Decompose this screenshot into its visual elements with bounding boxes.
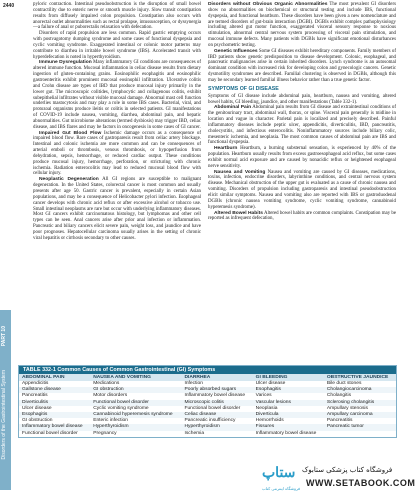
- table-cell: Cholangiocarcinoma: [324, 387, 396, 393]
- table-cell: Appendicitis: [22, 381, 49, 386]
- table-cell: GI obstruction: [22, 418, 53, 424]
- table-cell: Esophagitis: [253, 387, 324, 393]
- watermark-logo: [262, 462, 415, 495]
- table-header-cell: GI BLEEDING: [253, 374, 324, 381]
- symptoms-table: [18, 365, 397, 438]
- table-cell: Ampullary carcinoma: [324, 412, 396, 418]
- paragraph: [208, 2, 396, 49]
- paragraph-heading: Abdominal Pain: [214, 105, 252, 111]
- table-cell: Cholangitis: [326, 393, 352, 399]
- table-row: [19, 424, 396, 430]
- table-title: TABLE 332-1 Common Causes of Common Gastrointestinal (GI) Symptoms: [19, 366, 396, 374]
- table-cell: Vascular lesions: [253, 400, 324, 406]
- table-cell: Diverticulitis: [19, 400, 90, 406]
- paragraph-text: Nausea and vomiting are caused by GI diseases, medications, toxins, infection, endocrine disorders, labyrinthine conditions, and central nervous system disease. Mechanical obstruction of the upper gut is evaluated as a cause of chronic nausea and vomiting. Disorders of propulsion including gastroparesis and intestinal pseudoobstruction elicit similar symptoms. Nausea and vomiting also are reported with IBS or gastroduodenal DGBIs (chronic nausea vomiting syndrome, cyclic vomiting syndrome, cannabinoid hyperemesis syndrome).: [208, 169, 396, 210]
- page-number: 2440: [3, 3, 15, 9]
- table-cell: Functional bowel disorder: [184, 405, 241, 411]
- table-cell: Microscopic colitis: [181, 400, 252, 406]
- table-cell: Hemorrhoids: [255, 418, 284, 424]
- paragraph: [208, 170, 396, 211]
- section-heading: SYMPTOMS OF GI DISEASE: [208, 85, 279, 92]
- table-header-cell: NAUSEA AND VOMITING: [90, 374, 181, 381]
- paragraph-heading: Immune Dysregulation: [39, 60, 92, 66]
- table-cell: Infection: [184, 381, 203, 386]
- paragraph-heading: Heartburn: [214, 146, 238, 152]
- table-cell: Enteric infection: [93, 418, 128, 424]
- paragraph: [33, 31, 201, 60]
- table-cell: Bile duct stones: [326, 381, 362, 386]
- table-cell: Inflammatory bowel disease: [19, 424, 90, 430]
- paragraph-text: All GI regions are susceptible to malignant degeneration. In the United States, colorectal cancer is most common and usually presents after age 50. Gastric cancer is prevalent, especially in certain Asian populations, and may be a consequence of Helicobacter pylori infection. Esophageal cancer develops with chronic acid reflux or after excessive alcohol or tobacco use. Small intestinal neoplasms are rare but occur with underlying inflammatory diseases. Most GI cancers exhibit carcinomatous histology, but lymphomas and other cell types can be seen. Anal cancers arise after prior anal infection or inflammation. Pancreatic and biliary cancers elicit severe pain, weight loss, and jaundice and have poor prognoses. Hepatocellular carcinoma usually arises in the setting of chronic viral hepatitis or cirrhosis secondary to other causes.: [33, 177, 201, 241]
- paragraph-heading: Disorders without Obvious Organic Abnormalities: [208, 2, 328, 7]
- table-body: [19, 374, 396, 437]
- table-cell: Esophagitis: [19, 412, 90, 418]
- table-cell: Pancreatitis: [22, 393, 48, 399]
- left-text-column: [33, 2, 201, 242]
- paragraph-text: Heartburn, a burning substernal sensation, is experienced by 40% of the population. Heartburn usually results from excess gastroesophageal acid reflux, but some cases exhibit normal acid exposure and are caused by nonacidic reflux or heightened esophageal nerve sensitivity.: [208, 146, 396, 169]
- paragraph-heading: Genetic Influences: [214, 48, 258, 54]
- table-cell: Poorly absorbed sugars: [181, 387, 252, 393]
- logo-mark: ستاپ: [262, 464, 296, 480]
- paragraph: [208, 211, 396, 223]
- paragraph-text: Many inflammatory GI conditions are consequences of altered immune function. Mucosal inflammation in celiac disease results from dietary ingestion of gluten-containing grains. Eosinophilic esophagitis and eosinophilic gastroenteritis exhibit prominent mucosal eosinophil infiltration. Ulcerative colitis and Crohn disease are types of IBD that produce mucosal injury primarily in the lower gut. The microscopic colitides, lymphocytic and collagenous colitis, exhibit subepithelial infiltrates without visible mucosal damage. Abnormal mast cell function underlies mastocytosis and may play a role in some IBS cases. Bacterial, viral, and protozoal organisms produce ileitis or colitis in selected patients. GI manifestations of COVID-19 include nausea, vomiting, diarrhea, abdominal pain, and hepatic abnormalities. Gut microbiome alterations (termed dysbiosis) may trigger IBD, celiac disease, and IBS flares and may be factors in oncogenesis in some cases of GI cancer.: [33, 60, 201, 130]
- table-cell: Gallstone disease: [19, 387, 90, 393]
- paragraph: [33, 177, 201, 241]
- table-cell: Neoplasia: [255, 405, 278, 411]
- table-cell: Functional bowel disorder: [90, 400, 181, 406]
- paragraph-text: Ischemic damage occurs as a consequence of impaired blood flow. Rare cases of gastroparesis result from celiac artery blockage. Intestinal and colonic ischemia are more common and can be consequences of arterial emboli or thrombosis, venous thrombosis, or hypoperfusion from dehydration, sepsis, hemorrhage, or reduced cardiac output. These conditions produce mucosal injury, hemorrhage, perforation, or stricturing with chronic ischemia. Radiation enterocolitis may lead to reduced mucosal blood flow with cellular injury.: [33, 130, 201, 177]
- logo-url: WWW.SETABOOK.COM: [306, 478, 415, 488]
- paragraph: [208, 49, 396, 84]
- table-cell: GI obstruction: [90, 387, 181, 393]
- paragraph: [33, 60, 201, 130]
- paragraph-text: Disorders of rapid propulsion are less common. Rapid gastric emptying occurs with postvagotomy dumping syndrome and some cases of functional dyspepsia and cyclic vomiting syndrome. Exaggerated intestinal or colonic motor patterns may contribute to diarrhea in irritable bowel syndrome (IBS). Accelerated transit with hyperdefecation is noted in hyperthyroidism.: [33, 31, 201, 60]
- table-cell: Hyperthyroidism: [181, 424, 252, 430]
- paragraph-text: Some GI diseases exhibit hereditary components. Family members of IBD patients show genetic predisposition to disease development. Colonic, esophageal, and pancreatic malignancies arise in certain inherited disorders. Lynch syndrome is an autosomal dominant condition with increased risk for developing colon and gynecologic cancers. Genetic dysmotility syndromes are described. Familial clustering is observed in DGBIs, although this may be secondary learned familial illness behavior rather than a true genetic factor.: [208, 48, 396, 83]
- table-header-cell: ABDOMINAL PAIN: [19, 374, 90, 381]
- table-row: [19, 431, 396, 437]
- table-header-cell: DIARRHEA: [181, 374, 252, 381]
- table-cell: Cannabinoid hyperemesis syndrome: [90, 412, 181, 418]
- table-cell: Ulcer disease: [22, 405, 52, 411]
- paragraph-text: pyloric contraction. Intestinal pseudoobstruction is the disruption of small bowel contractility due to enteric nerve or smooth muscle injury. Slow transit constipation results from diffusely impaired colon propulsion. Constipation also occurs with anorectal outlet abnormalities such as rectal prolapse, intussusception, or dyssynergia—a failure of anal or puborectalis relaxation with defecation.: [33, 2, 201, 31]
- table-cell: Pancreatic insufficiency: [184, 418, 236, 424]
- paragraph-text: Altered bowel habits are common complaints. Constipation may be reported as infrequent defecation,: [208, 210, 397, 222]
- paragraph-text: Symptoms of GI disease include abdominal pain, heartburn, nausea and vomiting, altered bowel habits, GI bleeding, jaundice, and other manifestations (Table 332-1).: [208, 93, 396, 105]
- paragraph: [33, 2, 201, 31]
- table-cell: Diverticula: [253, 412, 324, 418]
- table-header-cell: OBSTRUCTIVE JAUNDICE: [324, 374, 396, 381]
- table-cell: Ischemia: [184, 430, 205, 436]
- side-tab-part: PART 10: [1, 326, 7, 347]
- table-cell: [324, 431, 396, 437]
- table-cell: Sclerosing cholangitis: [324, 400, 396, 406]
- table-cell: Cyclic vomiting syndrome: [93, 405, 149, 411]
- table-cell: Ulcer disease: [255, 381, 286, 386]
- paragraph-text: The most prevalent GI disorders show no abnormalities on biochemical or structural testing and include IBS, functional dyspepsia, and functional heartburn. These disorders have been given a new nomenclature and are termed disorders of gut-brain interaction (DGBI). DGBIs exhibit complex pathophysiology including altered gut motor function, exaggerated visceral sensory response to noxious stimulation, abnormal central nervous system processing of visceral pain stimulation, and mucosal immune defects. Many patients with DGBIs have significant emotional disturbances on psychometric testing.: [208, 2, 397, 48]
- paragraph-heading: Nausea and Vomiting: [214, 169, 266, 175]
- logo-persian-text: فروشگاه کتاب پزشکی ستابوک: [302, 466, 393, 474]
- paragraph-heading: Neoplastic Degeneration: [39, 177, 99, 183]
- right-text-column: [208, 2, 396, 222]
- table-cell: Celiac disease: [181, 412, 252, 418]
- paragraph-heading: Impaired Gut Blood Flow: [39, 130, 102, 136]
- table-cell: Inflammatory bowel disease: [255, 430, 317, 436]
- table-cell: Pregnancy: [93, 430, 117, 436]
- side-tab-title: Disorders of the Gastrointestinal System: [1, 370, 7, 460]
- table-cell: Varices: [255, 393, 272, 399]
- table-cell: Inflammatory bowel disease: [184, 393, 246, 399]
- table-cell: Pancreatic tumor: [324, 424, 396, 430]
- logo-subtitle: فروشگاه اینترنتی کتاب: [262, 486, 301, 491]
- table-cell: Ampullary stenosis: [326, 405, 368, 411]
- table-cell: Motor disorders: [93, 393, 128, 399]
- table-cell: Functional bowel disorder: [22, 430, 78, 436]
- table-cell: Hyperthyroidism: [90, 424, 181, 430]
- paragraph: [208, 94, 396, 106]
- table-cell: Fissures: [253, 424, 324, 430]
- paragraph: [33, 131, 201, 178]
- paragraph-text: Abdominal pain results from GI disease and extraintestinal conditions of the genitourinary tract, abdominal wall, thorax, or spine. Visceral pain generally is midline in location and vague in character. Parietal pain is localized and precisely described. Painful inflammatory diseases include peptic ulcer, appendicitis, diverticulitis, IBD, pancreatitis, cholecystitis, and infectious enterocolitis. Noninflammatory sources include biliary colic, mesenteric ischemia, and neoplasia. The most common causes of abdominal pain are IBS and functional dyspepsia.: [208, 105, 396, 146]
- paragraph-heading: Altered Bowel Habits: [214, 210, 263, 216]
- paragraph: [208, 105, 396, 146]
- table-cell: Medications: [93, 381, 120, 386]
- table-cell: Pancreatitis: [326, 418, 353, 424]
- paragraph: [208, 146, 396, 169]
